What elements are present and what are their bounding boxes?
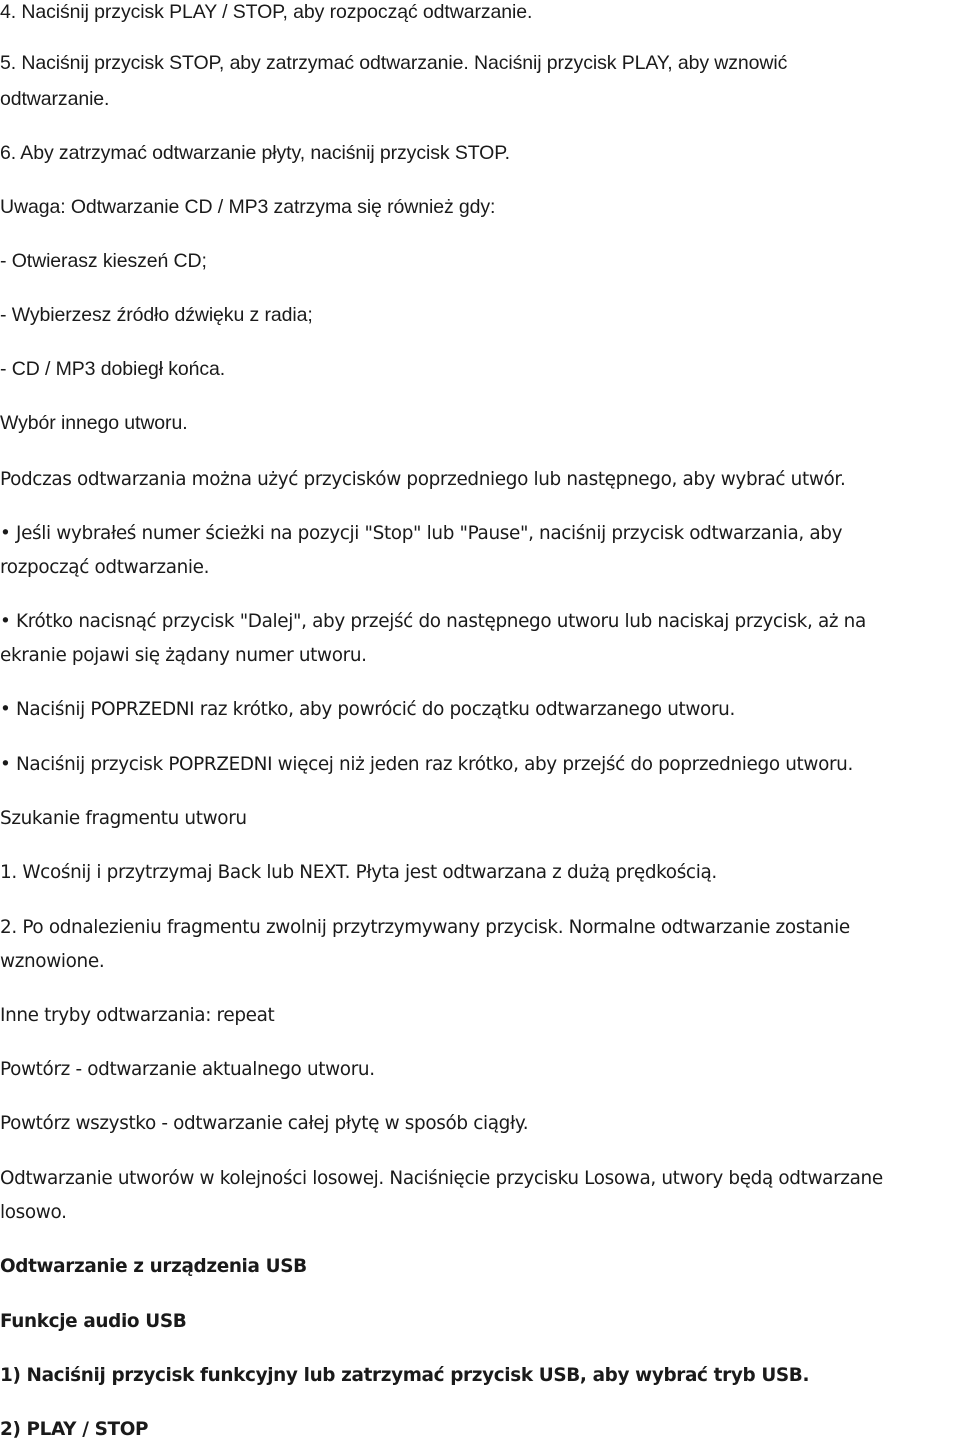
section-heading-modes: Inne tryby odtwarzania: repeat [0,1005,275,1026]
bullet-1: • Jeśli wybrałeś numer ścieżki na pozycji "Stop" lub "Pause", naciśnij przycisk odtwarzania, aby [0,523,843,544]
usb-step-2: 2) PLAY / STOP [0,1419,149,1440]
mode-repeat-one: Powtórz - odtwarzanie aktualnego utworu. [0,1059,375,1080]
step-6-line: 6. Aby zatrzymać odtwarzanie płyty, naciśnij przycisk STOP. [0,142,510,164]
search-step-2-continuation: wznowione. [0,951,105,972]
section-heading-track-select: Wybór innego utworu. [0,412,188,434]
usb-heading: Odtwarzanie z urządzenia USB [0,1256,307,1277]
usb-step-1: 1) Naciśnij przycisk funkcyjny lub zatrzymać przycisk USB, aby wybrać tryb USB. [0,1365,810,1386]
bullet-4: • Naciśnij przycisk POPRZEDNI więcej niż jeden raz krótko, aby przejść do poprzedniego utworu. [0,754,853,775]
step-5-line: 5. Naciśnij przycisk STOP, aby zatrzymać odtwarzanie. Naciśnij przycisk PLAY, aby wznowić [0,52,788,74]
mode-repeat-all: Powtórz wszystko - odtwarzanie całej płytę w sposób ciągły. [0,1113,529,1134]
bullet-2-continuation: ekranie pojawi się żądany numer utworu. [0,645,367,666]
bullet-3: • Naciśnij POPRZEDNI raz krótko, aby powrócić do początku odtwarzanego utworu. [0,699,735,720]
bullet-1-continuation: rozpocząć odtwarzanie. [0,557,210,578]
usb-subheading: Funkcje audio USB [0,1311,187,1332]
search-step-2: 2. Po odnalezieniu fragmentu zwolnij przytrzymywany przycisk. Normalne odtwarzanie zostanie [0,917,850,938]
note-heading: Uwaga: Odtwarzanie CD / MP3 zatrzyma się również gdy: [0,196,496,218]
note-item-3: - CD / MP3 dobiegł końca. [0,358,226,380]
section-heading-search: Szukanie fragmentu utworu [0,808,247,829]
bullet-2: • Krótko nacisnąć przycisk "Dalej", aby przejść do następnego utworu lub naciskaj przycisk, aż na [0,611,866,632]
search-step-1: 1. Wcośnij i przytrzymaj Back lub NEXT. Płyta jest odtwarzana z dużą prędkością. [0,862,717,883]
step-4-line: 4. Naciśnij przycisk PLAY / STOP, aby rozpocząć odtwarzanie. [0,1,533,23]
note-item-2: - Wybierzesz źródło dźwięku z radia; [0,304,313,326]
note-item-1: - Otwierasz kieszeń CD; [0,250,207,272]
mode-random: Odtwarzanie utworów w kolejności losowej. Naciśnięcie przycisku Losowa, utwory będą odtwarzane [0,1168,883,1189]
step-5-continuation: odtwarzanie. [0,88,110,110]
mode-random-continuation: losowo. [0,1202,67,1223]
paragraph-track-select: Podczas odtwarzania można użyć przycisków poprzedniego lub następnego, aby wybrać utwór. [0,469,846,490]
